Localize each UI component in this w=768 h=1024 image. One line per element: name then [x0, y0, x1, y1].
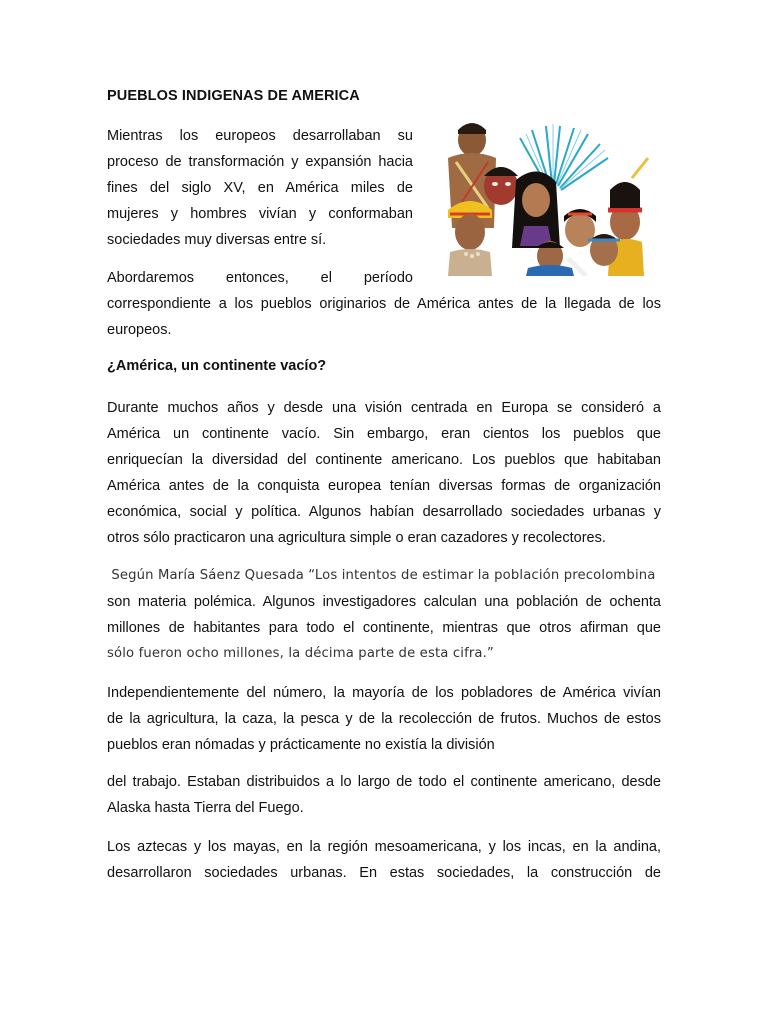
- page-title: PUEBLOS INDIGENAS DE AMERICA: [107, 88, 360, 104]
- text-line: Durante muchos años y desde una visión centrada en Europa se consideró a: [107, 400, 661, 416]
- word: Abordaremos: [107, 270, 195, 286]
- text-line: enriquecían la diversidad del continente americano. Los pueblos que habitaban: [107, 452, 661, 468]
- intro-paragraph: [107, 123, 413, 253]
- indigenous-people-collage-image: [428, 118, 656, 276]
- intro-line: fines del siglo XV, en América miles de: [107, 180, 413, 196]
- intro-line: mujeres y hombres vivían y conformaban: [107, 206, 413, 222]
- quote-line: sólo fueron ocho millones, la décima parte de esta cifra.”: [107, 646, 494, 661]
- text-line: correspondiente a los pueblos originarios de América antes de la llegada de los: [107, 296, 661, 312]
- indigenous-people-collage-icon: [428, 118, 656, 276]
- paragraph-distribucion: [107, 769, 661, 821]
- intro2-first-line: [107, 265, 413, 291]
- word: entonces,: [225, 270, 289, 286]
- paragraph-continente-vacio: [107, 395, 661, 551]
- intro-line: sociedades muy diversas entre sí.: [107, 232, 327, 248]
- text-line: Alaska hasta Tierra del Fuego.: [107, 800, 304, 816]
- text-line: Independientemente del número, la mayoría de los pobladores de América vivían: [107, 685, 661, 701]
- text-line: Los aztecas y los mayas, en la región mesoamericana, y los incas, en la andina,: [107, 839, 661, 855]
- text-line: del trabajo. Estaban distribuidos a lo largo de todo el continente americano, desde: [107, 774, 661, 790]
- word: el: [320, 270, 332, 286]
- intro-line: Mientras los europeos desarrollaban su: [107, 128, 413, 144]
- text-line: desarrollaron sociedades urbanas. En estas sociedades, la construcción de: [107, 865, 661, 881]
- quote-paragraph: [107, 563, 661, 667]
- text-line: económica, social y política. Algunos habían desarrollado sociedades urbanas y: [107, 504, 661, 520]
- intro-continuation: [107, 265, 661, 343]
- quote-line: son materia polémica. Algunos investigadores calculan una población de ochenta: [107, 594, 661, 610]
- text-line: otros sólo practicaron una agricultura simple o eran cazadores y recolectores.: [107, 530, 606, 546]
- text-line: pueblos eran nómadas y prácticamente no existía la división: [107, 737, 495, 753]
- paragraph-sociedades-urbanas: [107, 834, 661, 886]
- paragraph-poblacion: [107, 680, 661, 758]
- quote-line: Según María Sáenz Quesada “Los intentos de estimar la población precolombina: [107, 568, 656, 583]
- text-line: América antes de la conquista europea tenían diversas formas de organización: [107, 478, 661, 494]
- quote-line: millones de habitantes para todo el continente, mientras que otros afirman que: [107, 620, 661, 636]
- section-heading: ¿América, un continente vacío?: [107, 358, 327, 374]
- word: período: [363, 270, 413, 286]
- text-line: América un continente vacío. Sin embargo, eran cientos los pueblos que: [107, 426, 661, 442]
- text-line: europeos.: [107, 322, 172, 338]
- intro-line: proceso de transformación y expansión hacia: [107, 154, 413, 170]
- text-line: de la agricultura, la caza, la pesca y de la recolección de frutos. Muchos de estos: [107, 711, 661, 727]
